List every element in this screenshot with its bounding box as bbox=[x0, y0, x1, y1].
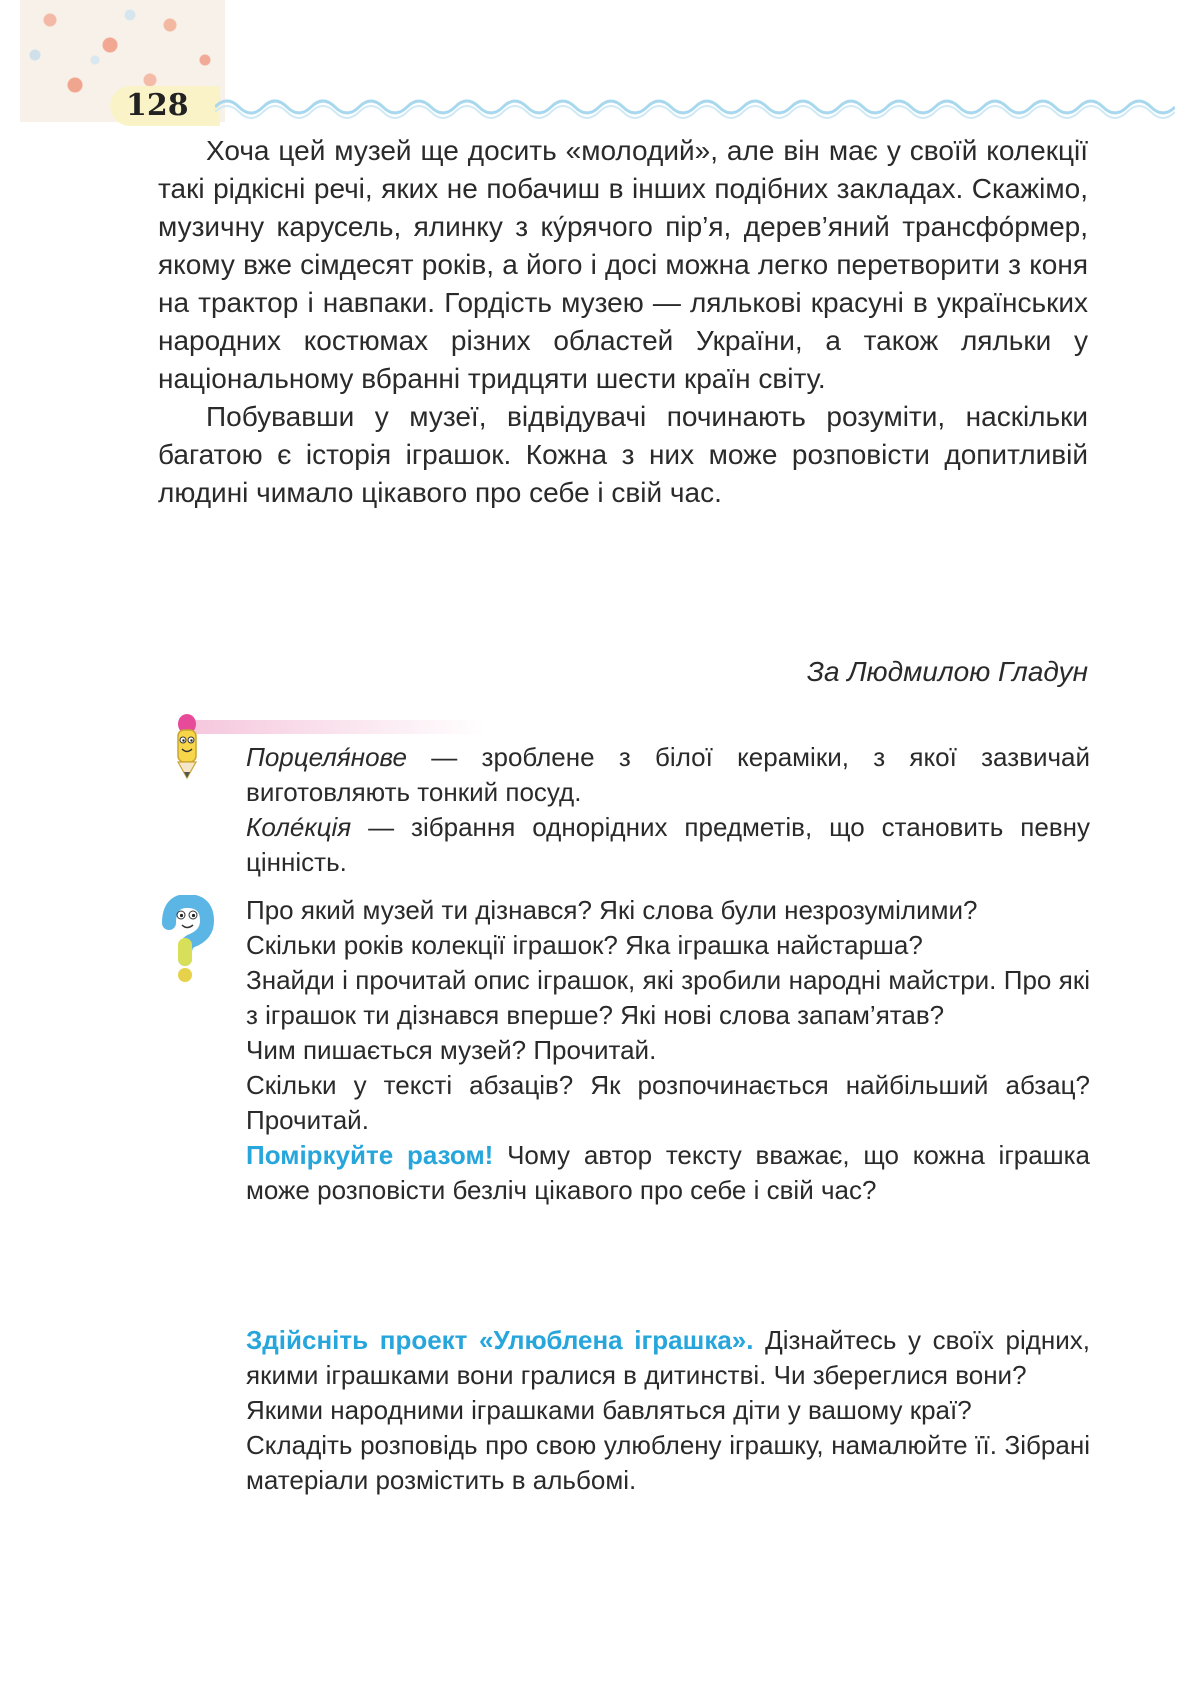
project-task bbox=[246, 1323, 1090, 1498]
project-question-1: Якими народними іграшками бавляться діти у вашому краї? bbox=[246, 1395, 972, 1425]
discuss-label: Поміркуйте разом! bbox=[246, 1140, 494, 1170]
project-intro bbox=[246, 1323, 1090, 1393]
discuss-text: Чому автор тексту вважає, що кожна іграшка може розповісти безліч цікавого про себе і свій час? bbox=[246, 1140, 1090, 1205]
questions bbox=[246, 893, 1090, 1208]
page-number: 128 bbox=[126, 88, 189, 123]
question-4: Чим пишається музей? Прочитай. bbox=[246, 1035, 657, 1065]
question-3: Знайди і прочитай опис іграшок, які зробили народні майстри. Про які з іграшок ти дізнався вперше? Які нові слова запам’ятав? bbox=[246, 965, 1090, 1030]
question-mark-character-icon bbox=[157, 895, 215, 985]
glossary-definition: — зібрання однорідних предметів, що становить певну цінність. bbox=[246, 812, 1090, 877]
glossary-term: Коле́кція bbox=[246, 812, 352, 842]
glossary-definition: — зроблене з білої кераміки, з якої зазвичай виготовляють тонкий посуд. bbox=[246, 742, 1090, 807]
glossary bbox=[246, 740, 1090, 880]
question-2: Скільки років колекції іграшок? Яка іграшка найстарша? bbox=[246, 930, 923, 960]
project-label: Здійсніть проект «Улюблена іграшка». bbox=[246, 1325, 754, 1355]
paragraph-1: Хоча цей музей ще досить «молодий», але він має у своїй колекції такі рідкісні речі, яких не побачиш в інших подібних закладах. Скажімо, музичну карусель, ялинку з ку́рячого пір’я, дерев’яний трансфо́рмер, якому вже сімдесят років, а його і досі можна легко перетворити з коня на трактор і навпаки. Гордість музею — ляльковi красуні в українських народних костюмах різних областей України, а також ляльки у національному вбранні тридцяти шести країн світу. bbox=[158, 135, 1088, 394]
discuss-task bbox=[246, 1138, 1090, 1208]
paragraph-2: Побувавши у музеї, відвідувачі починають розуміти, наскільки багатою є історія іграшок. Кожна з них може розповісти допитливій людині чимало цікавого про себе і свій час. bbox=[158, 401, 1088, 508]
glossary-entry bbox=[246, 810, 1090, 880]
glossary-term: Порцеля́нове bbox=[246, 742, 408, 772]
project-text: Дізнайтесь у своїх рідних, якими іграшками вони гралися в дитинстві. Чи збереглися вони? bbox=[246, 1325, 1090, 1390]
question-5: Скільки у тексті абзаців? Як розпочинається найбільший абзац? Прочитай. bbox=[246, 1070, 1090, 1135]
main-text bbox=[158, 132, 1088, 512]
author-attribution: За Людмилою Гладун bbox=[806, 656, 1088, 687]
glossary-entry bbox=[246, 740, 1090, 810]
pencil-character-icon bbox=[170, 712, 204, 782]
project-question-2: Складіть розповідь про свою улюблену іграшку, намалюйте її. Зібрані матеріали розмістить в альбомі. bbox=[246, 1430, 1090, 1495]
header-wave-decoration bbox=[215, 93, 1175, 119]
glossary-band bbox=[185, 720, 485, 734]
question-1: Про який музей ти дізнався? Які слова були незрозумілими? bbox=[246, 895, 978, 925]
